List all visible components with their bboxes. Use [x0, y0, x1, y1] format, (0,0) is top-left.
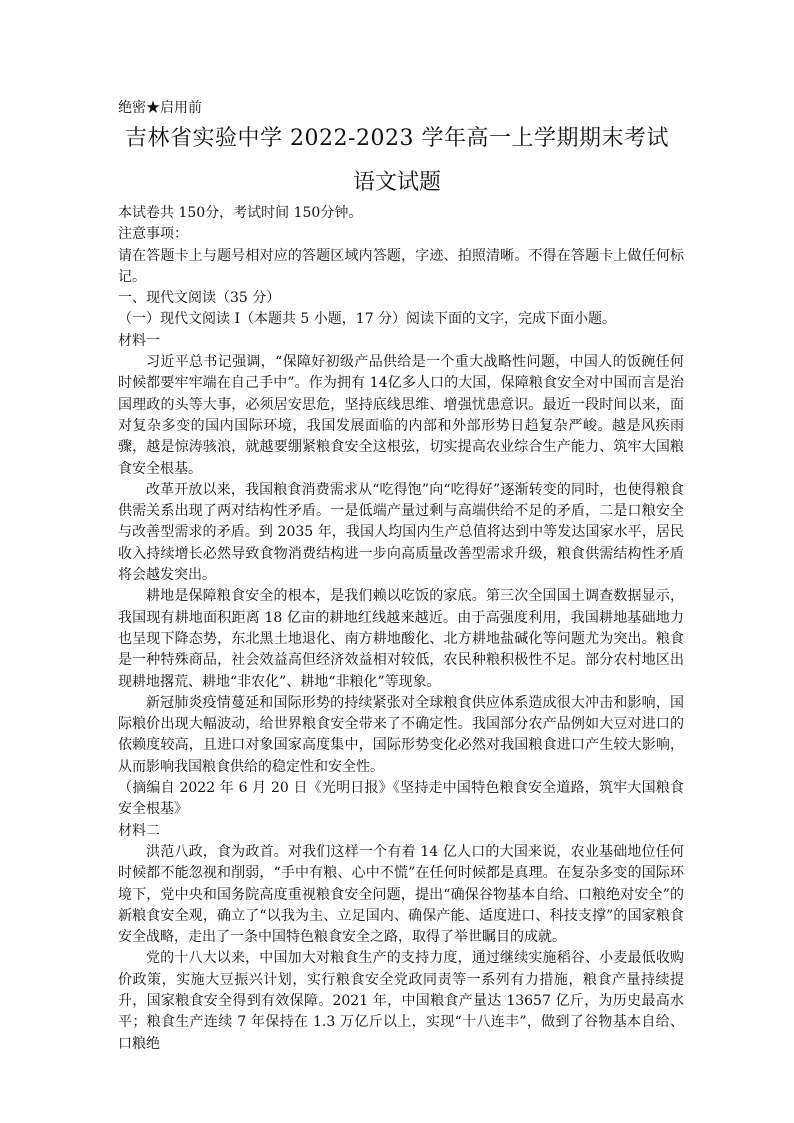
- paragraph: 洪范八政，食为政首。对我们这样一个有着 14 亿人口的大国来说，农业基础地位任何时候都不能忽视和削弱，“手中有粮、心中不慌”在任何时候都是真理。在复杂多变的国际环境下，党中央和国务院高度重视粮食安全问题，提出“确保谷物基本自给、口粮绝对安全”的新粮食安全观，确立了“以我为主、立足国内、确保产能、适度进口、科技支撑”的国家粮食安全战略，走出了一条中国特色粮食安全之路，取得了举世瞩目的成就。: [118, 843, 684, 946]
- exam-body: [118, 203, 684, 1055]
- material-label: 材料一: [118, 332, 160, 349]
- notice-text: 请在答题卡上与题号相对应的答题区域内答题，字迹、拍照清晰。不得在答题卡上做任何标记。: [118, 247, 684, 285]
- paragraph: 习近平总书记强调，“保障好初级产品供给是一个重大战略性问题，中国人的饭碗任何时候都要牢牢端在自己手中”。作为拥有 14亿多人口的大国，保障粮食安全对中国而言是治国理政的头等大事，必须居安思危，坚持底线思维、增强忧患意识。最近一段时间以来，面对复杂多变的国内国际环境，我国发展面临的内部和外部形势日趋复杂严峻。越是风疾雨骤，越是惊涛骇浪，就越要绷紧粮食安全这根弦，切实提高农业综合生产能力、筑牢大国粮食安全根基。: [118, 354, 684, 477]
- sub-section-heading: （一）现代文阅读 I（本题共 5 小题，17 分）阅读下面的文字，完成下面小题。: [118, 311, 617, 328]
- paragraph: 新冠肺炎疫情蔓延和国际形势的持续紧张对全球粮食供应体系造成很大冲击和影响，国际粮价出现大幅波动，给世界粮食安全带来了不确定性。我国部分农产品例如大豆对进口的依赖度较高，且进口对象国家高度集中，国际形势变化必然对我国粮食进口产生较大影响，从而影响我国粮食供给的稳定性和安全性。: [118, 694, 684, 775]
- paragraph: 党的十八大以来，中国加大对粮食生产的支持力度，通过继续实施稻谷、小麦最低收购价政策，实施大豆振兴计划，实行粮食安全党政同责等一系列有力措施，粮食产量持续提升，国家粮食安全得到有效保障。2021 年，中国粮食产量达 13657 亿斤，为历史最高水平；粮食生产连续 7 年保持在 1.3 万亿斤以上，实现“十八连丰”，做到了谷物基本自给、口粮绝: [118, 950, 684, 1052]
- exam-info: 本试卷共 150分，考试时间 150分钟。: [118, 205, 363, 221]
- source-citation: （摘编自 2022 年 6 月 20 日《光明日报》《坚持走中国特色粮食安全道路，筑牢大国粮食安全根基》: [118, 780, 684, 818]
- notice-label: 注意事项：: [118, 226, 188, 243]
- material-label: 材料二: [118, 822, 160, 839]
- exam-title: 吉林省实验中学 2022-2023 学年高一上学期期末考试: [125, 126, 669, 151]
- paragraph: 耕地是保障粮食安全的根本，是我们赖以吃饭的家底。第三次全国国土调查数据显示，我国现有耕地面积距离 18 亿亩的耕地红线越来越近。由于高强度利用，我国耕地基础地力也呈现下降态势，东北黑土地退化、南方耕地酸化、北方耕地盐碱化等问题尤为突出。粮食是一种特殊商品，社会效益高但经济效益相对较低，农民种粮积极性不足。部分农村地区出现耕地撂荒、耕地“非农化”、耕地“非粮化”等现象。: [118, 588, 684, 690]
- section-heading: 一、现代文阅读（35 分）: [118, 290, 281, 307]
- exam-subtitle: 语文试题: [352, 170, 441, 195]
- secret-mark: 绝密★启用前: [118, 100, 202, 116]
- paragraph: 改革开放以来，我国粮食消费需求从“吃得饱”向“吃得好”逐渐转变的同时，也使得粮食供需关系出现了两对结构性矛盾。一是低端产量过剩与高端供给不足的矛盾，二是口粮安全与改善型需求的矛盾。到 2035 年，我国人均国内生产总值将达到中等发达国家水平，居民收入持续增长必然导致食物消费结构进一步向高质量改善型需求升级，粮食供需结构性矛盾将会越发突出。: [118, 481, 684, 584]
